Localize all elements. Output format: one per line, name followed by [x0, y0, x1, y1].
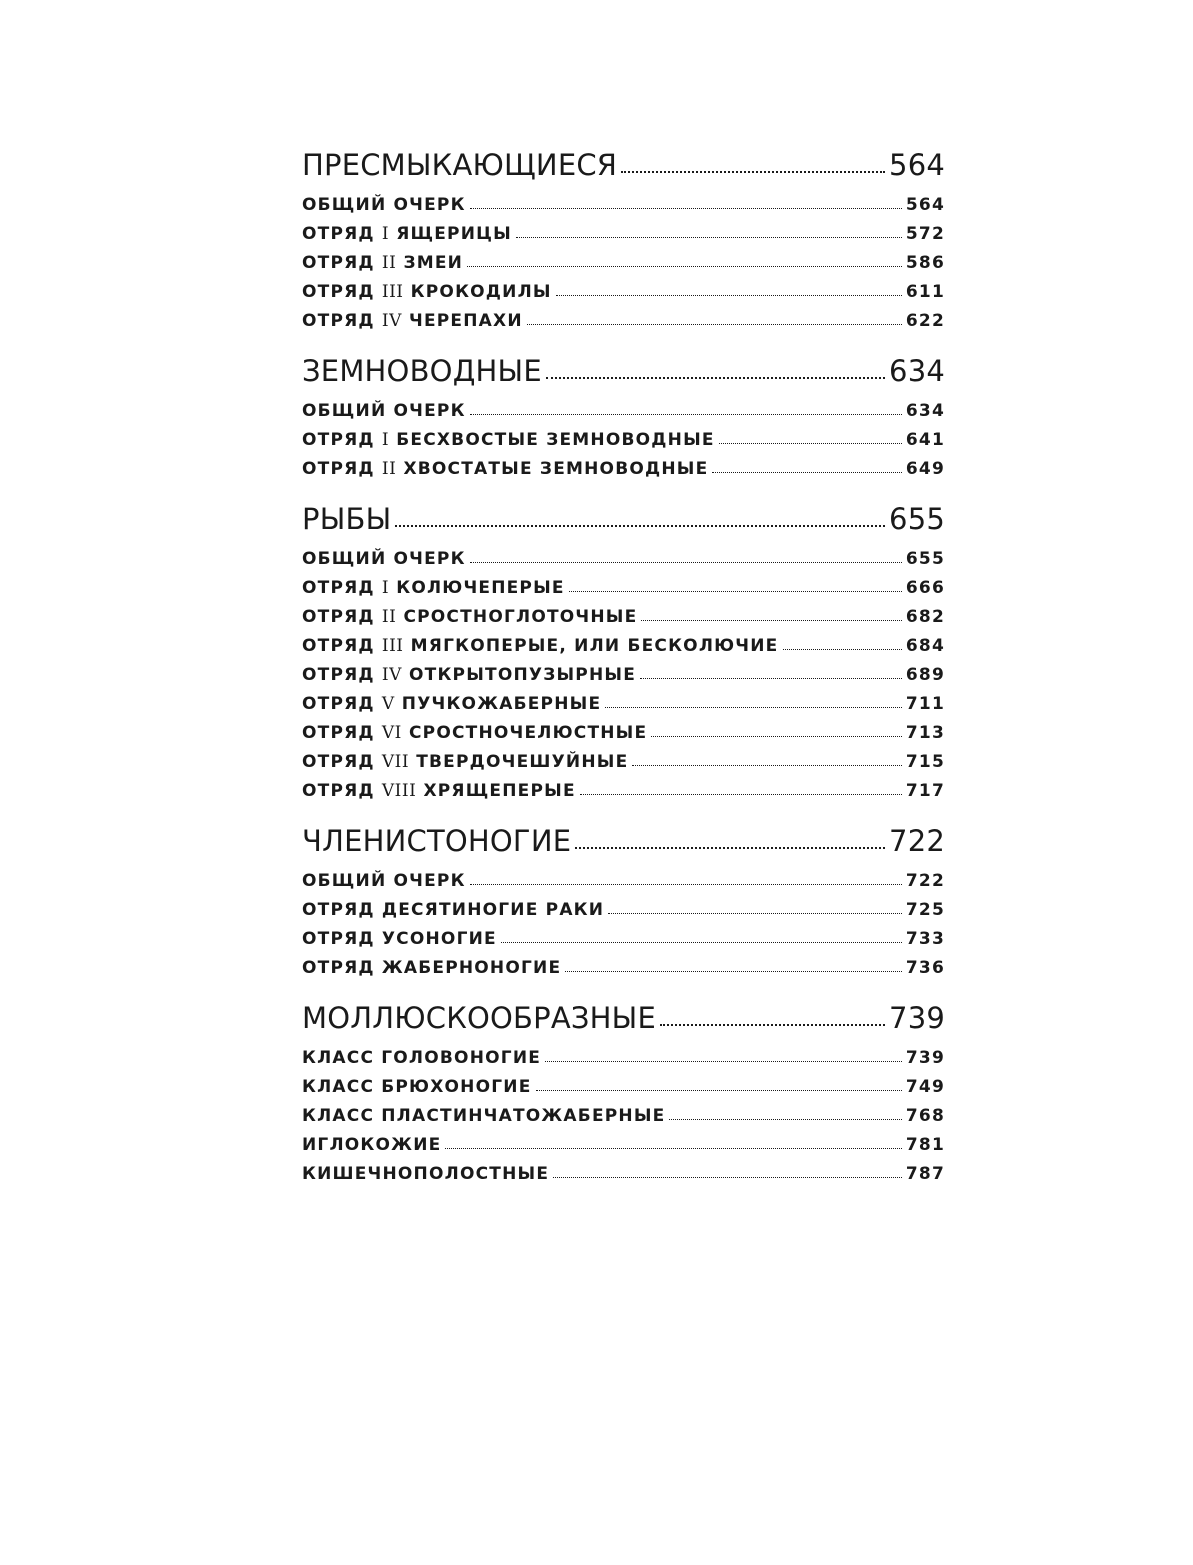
entry-title	[302, 253, 463, 273]
dot-leader	[605, 692, 902, 709]
entry-page-number: 649	[905, 459, 945, 479]
toc-entry[interactable]	[302, 399, 945, 428]
dot-leader	[546, 352, 885, 381]
entry-prefix: КЛАСС БРЮХОНОГИЕ	[302, 1077, 532, 1097]
entry-title	[302, 1106, 665, 1126]
toc-entry[interactable]	[302, 898, 945, 927]
toc-entry[interactable]	[302, 663, 945, 692]
section-title: ЗЕМНОВОДНЫЕ	[302, 354, 542, 388]
table-of-contents	[302, 146, 945, 1191]
entry-name: ЗМЕИ	[403, 253, 464, 273]
section-title: ПРЕСМЫКАЮЩИЕСЯ	[302, 148, 618, 182]
entry-title	[302, 549, 466, 569]
entry-roman-numeral: I	[381, 224, 390, 244]
entry-name: МЯГКОПЕРЫЕ, ИЛИ БЕСКОЛЮЧИЕ	[410, 636, 779, 656]
entry-page-number: 715	[905, 752, 945, 772]
entry-name: КРОКОДИЛЫ	[410, 282, 552, 302]
entry-prefix: ОТРЯД	[302, 430, 375, 450]
entry-page-number: 733	[905, 929, 945, 949]
entry-page-number: 768	[905, 1106, 945, 1126]
dot-leader	[516, 222, 902, 239]
entry-roman-numeral: IV	[381, 311, 402, 331]
toc-entry[interactable]	[302, 634, 945, 663]
entry-prefix: ОТРЯД	[302, 311, 375, 331]
section-heading[interactable]	[302, 822, 945, 866]
entry-roman-numeral: IV	[381, 665, 402, 685]
entry-page-number: 689	[905, 665, 945, 685]
toc-entry[interactable]	[302, 222, 945, 251]
dot-leader	[501, 927, 902, 944]
entry-title	[302, 723, 647, 743]
dot-leader	[556, 280, 902, 297]
dot-leader	[712, 457, 901, 474]
entry-title	[302, 224, 512, 244]
entry-page-number: 641	[905, 430, 945, 450]
entry-title	[302, 282, 552, 302]
entry-prefix: ОТРЯД	[302, 665, 375, 685]
dot-leader	[445, 1133, 901, 1150]
toc-entry[interactable]	[302, 428, 945, 457]
toc-entry[interactable]	[302, 869, 945, 898]
entry-title	[302, 1135, 441, 1155]
dot-leader	[527, 309, 902, 326]
entry-name: ХРЯЩЕПЕРЫЕ	[423, 781, 576, 801]
entry-prefix: ИГЛОКОЖИЕ	[302, 1135, 442, 1155]
entry-roman-numeral: II	[381, 253, 397, 273]
section-heading[interactable]	[302, 500, 945, 544]
entry-name: ЧЕРЕПАХИ	[409, 311, 523, 331]
dot-leader	[470, 193, 902, 210]
dot-leader	[575, 822, 885, 851]
toc-entry[interactable]	[302, 1075, 945, 1104]
entry-prefix: ОБЩИЙ ОЧЕРК	[302, 401, 466, 421]
section-page-number: 634	[889, 354, 945, 388]
toc-entry[interactable]	[302, 721, 945, 750]
entry-prefix: ОТРЯД	[302, 607, 375, 627]
section-heading[interactable]	[302, 352, 945, 396]
entry-title	[302, 665, 636, 685]
entry-title	[302, 694, 601, 714]
entry-page-number: 749	[905, 1077, 945, 1097]
dot-leader	[569, 576, 902, 593]
entry-prefix: ОТРЯД	[302, 578, 375, 598]
toc-entry[interactable]	[302, 547, 945, 576]
entry-page-number: 634	[905, 401, 945, 421]
entry-prefix: ОТРЯД УСОНОГИЕ	[302, 929, 497, 949]
dot-leader	[651, 721, 902, 738]
entry-roman-numeral: VI	[381, 723, 402, 743]
dot-leader	[470, 399, 902, 416]
section-page-number: 739	[889, 1001, 945, 1035]
dot-leader	[669, 1104, 901, 1121]
dot-leader	[632, 750, 902, 767]
dot-leader	[565, 956, 902, 973]
entry-prefix: ОТРЯД	[302, 224, 375, 244]
section-page-number: 564	[889, 148, 945, 182]
entry-title	[302, 929, 497, 949]
section-page-number: 722	[889, 824, 945, 858]
entry-page-number: 586	[905, 253, 945, 273]
toc-section	[302, 146, 945, 338]
entry-page-number: 722	[905, 871, 945, 891]
dot-leader	[470, 547, 902, 564]
entry-roman-numeral: VIII	[381, 781, 417, 801]
entry-page-number: 682	[905, 607, 945, 627]
entry-prefix: ОБЩИЙ ОЧЕРК	[302, 195, 466, 215]
entry-page-number: 611	[905, 282, 945, 302]
entry-roman-numeral: II	[381, 607, 397, 627]
toc-entry[interactable]	[302, 576, 945, 605]
entry-page-number: 739	[905, 1048, 945, 1068]
toc-entry[interactable]	[302, 927, 945, 956]
dot-leader	[608, 898, 902, 915]
entry-page-number: 717	[905, 781, 945, 801]
toc-entry[interactable]	[302, 309, 945, 338]
entry-name: СРОСТНОЧЕЛЮСТНЫЕ	[409, 723, 648, 743]
entry-name: ТВЕРДОЧЕШУЙНЫЕ	[416, 752, 629, 772]
entry-roman-numeral: I	[381, 578, 390, 598]
toc-entry[interactable]	[302, 1162, 945, 1191]
section-heading[interactable]	[302, 146, 945, 190]
entry-roman-numeral: I	[381, 430, 390, 450]
entry-name: ОТКРЫТОПУЗЫРНЫЕ	[409, 665, 637, 685]
entry-title	[302, 578, 565, 598]
entry-page-number: 684	[905, 636, 945, 656]
entry-title	[302, 752, 628, 772]
toc-entry[interactable]	[302, 1104, 945, 1133]
entry-page-number: 666	[905, 578, 945, 598]
dot-leader	[470, 869, 902, 886]
entry-roman-numeral: III	[381, 282, 404, 302]
entry-prefix: ОТРЯД	[302, 752, 375, 772]
entry-title	[302, 1048, 541, 1068]
entry-name: БЕСХВОСТЫЕ ЗЕМНОВОДНЫЕ	[396, 430, 715, 450]
toc-entry[interactable]	[302, 1046, 945, 1075]
entry-page-number: 781	[905, 1135, 945, 1155]
dot-leader	[783, 634, 902, 651]
entry-prefix: ОТРЯД ДЕСЯТИНОГИЕ РАКИ	[302, 900, 605, 920]
entry-title	[302, 958, 561, 978]
entry-prefix: ОТРЯД	[302, 781, 375, 801]
dot-leader	[621, 146, 885, 175]
entry-roman-numeral: III	[381, 636, 404, 656]
toc-entry[interactable]	[302, 779, 945, 808]
entry-name: ХВОСТАТЫЕ ЗЕМНОВОДНЫЕ	[403, 459, 709, 479]
toc-entry[interactable]	[302, 280, 945, 309]
entry-prefix: ОТРЯД	[302, 636, 375, 656]
entry-roman-numeral: V	[381, 694, 395, 714]
entry-prefix: ОБЩИЙ ОЧЕРК	[302, 549, 466, 569]
entry-roman-numeral: II	[381, 459, 397, 479]
entry-prefix: КЛАСС ПЛАСТИНЧАТОЖАБЕРНЫЕ	[302, 1106, 666, 1126]
dot-leader	[660, 999, 885, 1028]
toc-entry[interactable]	[302, 193, 945, 222]
toc-entry[interactable]	[302, 457, 945, 486]
toc-entry[interactable]	[302, 605, 945, 634]
entry-title	[302, 311, 523, 331]
entry-prefix: КИШЕЧНОПОЛОСТНЫЕ	[302, 1164, 550, 1184]
entry-page-number: 572	[905, 224, 945, 244]
entry-page-number: 787	[905, 1164, 945, 1184]
dot-leader	[719, 428, 902, 445]
entry-prefix: ОТРЯД	[302, 694, 375, 714]
section-title: РЫБЫ	[302, 502, 392, 536]
entry-title	[302, 871, 466, 891]
entry-name: СРОСТНОГЛОТОЧНЫЕ	[403, 607, 638, 627]
dot-leader	[395, 500, 885, 529]
entry-prefix: ОТРЯД ЖАБЕРНОНОГИЕ	[302, 958, 562, 978]
entry-prefix: ОТРЯД	[302, 253, 375, 273]
entry-prefix: ОТРЯД	[302, 459, 375, 479]
toc-entry[interactable]	[302, 956, 945, 985]
entry-title	[302, 607, 637, 627]
dot-leader	[640, 663, 902, 680]
entry-prefix: ОБЩИЙ ОЧЕРК	[302, 871, 466, 891]
entry-prefix: ОТРЯД	[302, 723, 375, 743]
entry-title	[302, 900, 604, 920]
toc-section	[302, 999, 945, 1191]
toc-section	[302, 352, 945, 486]
entry-page-number: 655	[905, 549, 945, 569]
entry-prefix: ОТРЯД	[302, 282, 375, 302]
dot-leader	[467, 251, 902, 268]
section-heading[interactable]	[302, 999, 945, 1043]
entry-title	[302, 195, 466, 215]
entry-title	[302, 781, 576, 801]
entry-page-number: 564	[905, 195, 945, 215]
dot-leader	[536, 1075, 902, 1092]
entry-page-number: 622	[905, 311, 945, 331]
dot-leader	[580, 779, 902, 796]
dot-leader	[553, 1162, 902, 1179]
entry-name: КОЛЮЧЕПЕРЫЕ	[396, 578, 565, 598]
section-title: ЧЛЕНИСТОНОГИЕ	[302, 824, 572, 858]
entry-page-number: 725	[905, 900, 945, 920]
toc-entry[interactable]	[302, 1133, 945, 1162]
entry-title	[302, 430, 715, 450]
section-title: МОЛЛЮСКООБРАЗНЫЕ	[302, 1001, 656, 1035]
toc-entry[interactable]	[302, 692, 945, 721]
entry-name: ПУЧКОЖАБЕРНЫЕ	[401, 694, 602, 714]
entry-title	[302, 636, 779, 656]
dot-leader	[641, 605, 901, 622]
entry-title	[302, 1077, 532, 1097]
entry-prefix: КЛАСС ГОЛОВОНОГИЕ	[302, 1048, 542, 1068]
entry-page-number: 711	[905, 694, 945, 714]
toc-section	[302, 822, 945, 985]
section-page-number: 655	[889, 502, 945, 536]
entry-roman-numeral: VII	[381, 752, 410, 772]
entry-page-number: 736	[905, 958, 945, 978]
entry-page-number: 713	[905, 723, 945, 743]
toc-entry[interactable]	[302, 750, 945, 779]
entry-title	[302, 401, 466, 421]
entry-title	[302, 459, 708, 479]
entry-title	[302, 1164, 549, 1184]
entry-name: ЯЩЕРИЦЫ	[396, 224, 512, 244]
dot-leader	[545, 1046, 902, 1063]
toc-entry[interactable]	[302, 251, 945, 280]
toc-section	[302, 500, 945, 808]
